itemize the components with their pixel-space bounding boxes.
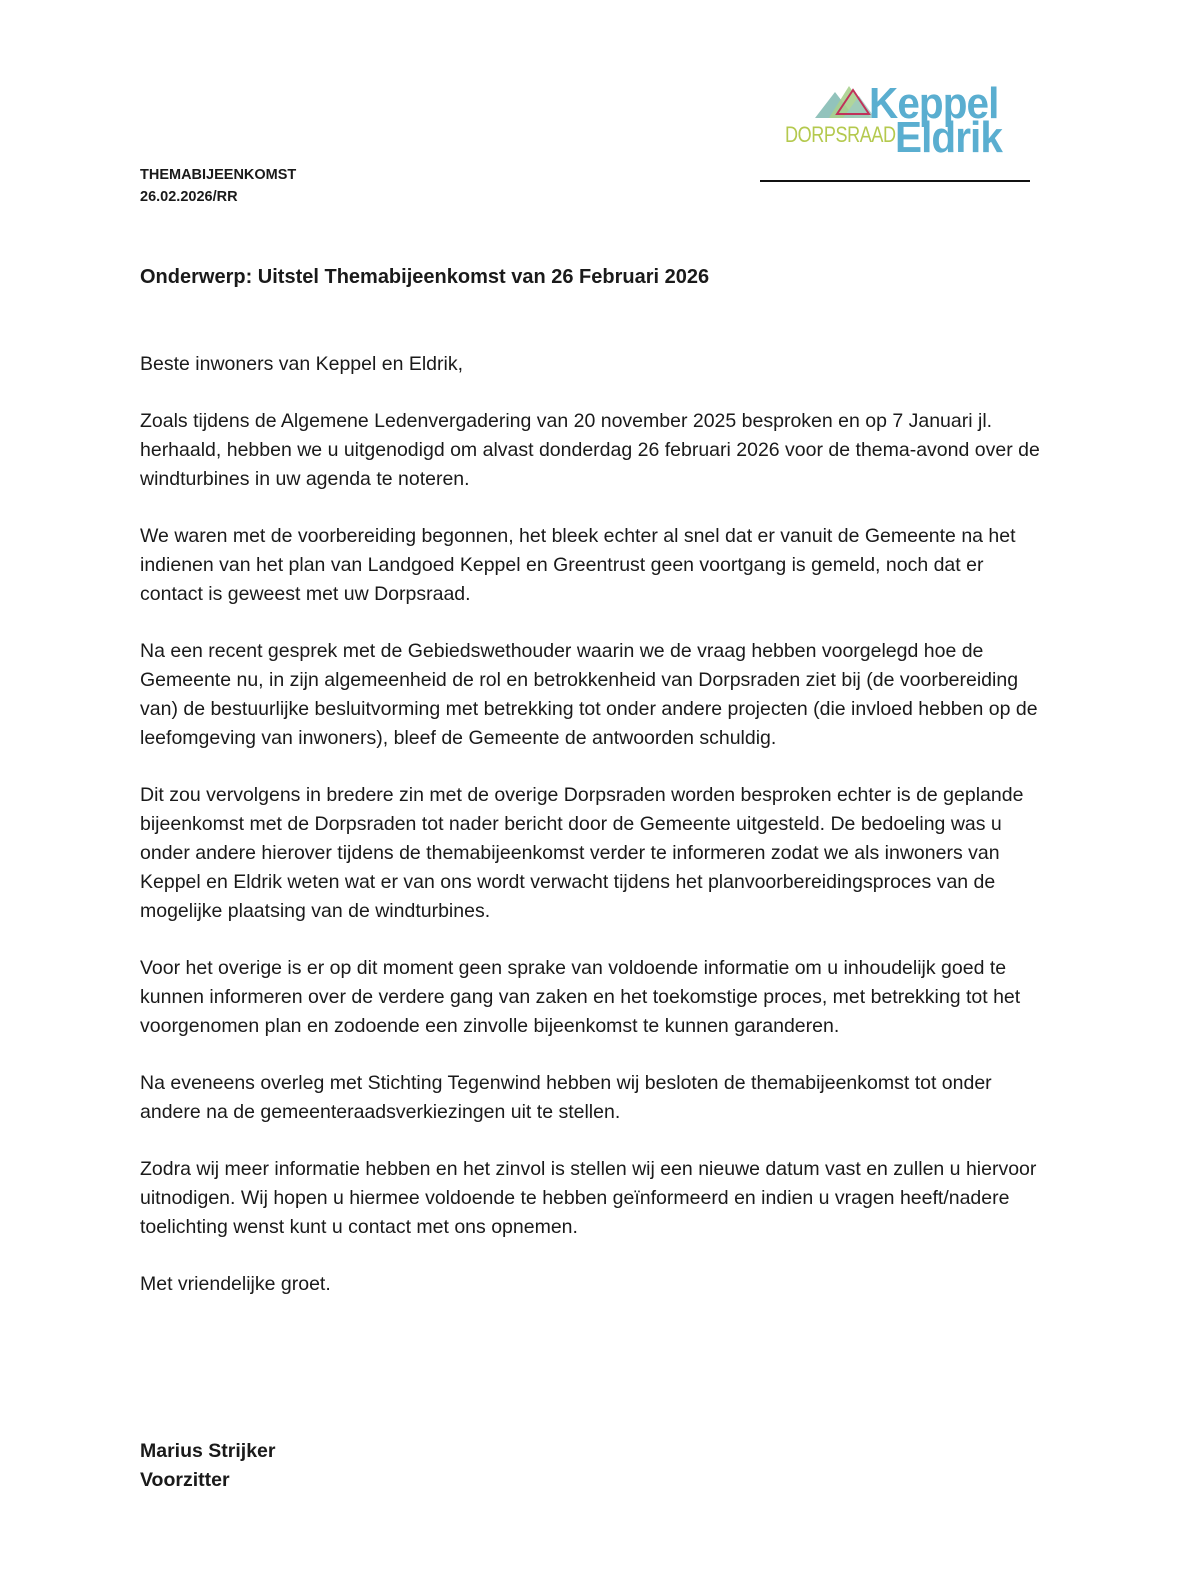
paragraph: Na een recent gesprek met de Gebiedswethouder waarin we de vraag hebben voorgelegd hoe de Gemeente nu, in zijn algemeenheid de rol en betrokkenheid van Dorpsraden ziet bij (de voorbereiding van) de bestuurlijke besluitvorming met betrekking tot onder andere projecten (die invloed hebben op de leefomgeving van inwoners), bleef de Gemeente de antwoorden schuldig.	[140, 640, 1038, 749]
closing: Met vriendelijke groet.	[140, 1273, 331, 1295]
logo-keppel-text: Keppel	[869, 79, 999, 128]
paragraph: Zodra wij meer informatie hebben en het zinvol is stellen wij een nieuwe datum vast en zullen u hiervoor uitnodigen. Wij hopen u hiermee voldoende te hebben geïnformeerd en indien u vragen heeft/nadere toelichting wenst kunt u contact met ons opnemen.	[140, 1158, 1037, 1238]
logo-eldrik-text: Eldrik	[895, 113, 1002, 162]
paragraph: Voor het overige is er op dit moment geen sprake van voldoende informatie om u inhoudelijk goed te kunnen informeren over de verdere gang van zaken en het toekomstige proces, met betrekking tot het voorgenomen plan en zodoende een zinvolle bijeenkomst te kunnen garanderen.	[140, 957, 1021, 1037]
letter-body	[140, 350, 1040, 1327]
subject-line: Onderwerp: Uitstel Themabijeenkomst van 26 Februari 2026	[140, 266, 710, 288]
paragraph: Dit zou vervolgens in bredere zin met de overige Dorpsraden worden besproken echter is de geplande bijeenkomst met de Dorpsraden tot nader bericht door de Gemeente uitgesteld. De bedoeling was u onder andere hierover tijdens de themabijeenkomst verder te informeren zodat we als inwoners van Keppel en Eldrik weten wat er van ons wordt verwacht tijdens het planvoorbereidingsproces van de mogelijke plaatsing van de windturbines.	[140, 784, 1024, 922]
paragraph: Na eveneens overleg met Stichting Tegenwind hebben wij besloten de themabijeenkomst tot onder andere na de gemeenteraadsverkiezingen uit te stellen.	[140, 1072, 992, 1123]
paragraph: We waren met de voorbereiding begonnen, het bleek echter al snel dat er vanuit de Gemeente na het indienen van het plan van Landgoed Keppel en Greentrust geen voortgang is gemeld, noch dat er contact is geweest met uw Dorpsraad.	[140, 525, 1016, 605]
header-divider	[760, 180, 1030, 182]
paragraph: Zoals tijdens de Algemene Ledenvergadering van 20 november 2025 besproken en op 7 Januari jl. herhaald, hebben we u uitgenodigd om alvast donderdag 26 februari 2026 voor de thema-avond over de windturbines in uw agenda te noteren.	[140, 410, 1040, 490]
dorpsraad-logo	[785, 79, 1025, 162]
reference-date-code: 26.02.2026/RR	[140, 189, 238, 205]
reference-block	[140, 164, 296, 208]
salutation: Beste inwoners van Keppel en Eldrik,	[140, 353, 464, 375]
signatory-role: Voorzitter	[140, 1469, 230, 1491]
signature-block	[140, 1437, 275, 1495]
signatory-name: Marius Strijker	[140, 1440, 276, 1462]
reference-title: THEMABIJEENKOMST	[140, 167, 297, 183]
logo-dorpsraad-text: DORPSRAAD	[785, 122, 896, 147]
